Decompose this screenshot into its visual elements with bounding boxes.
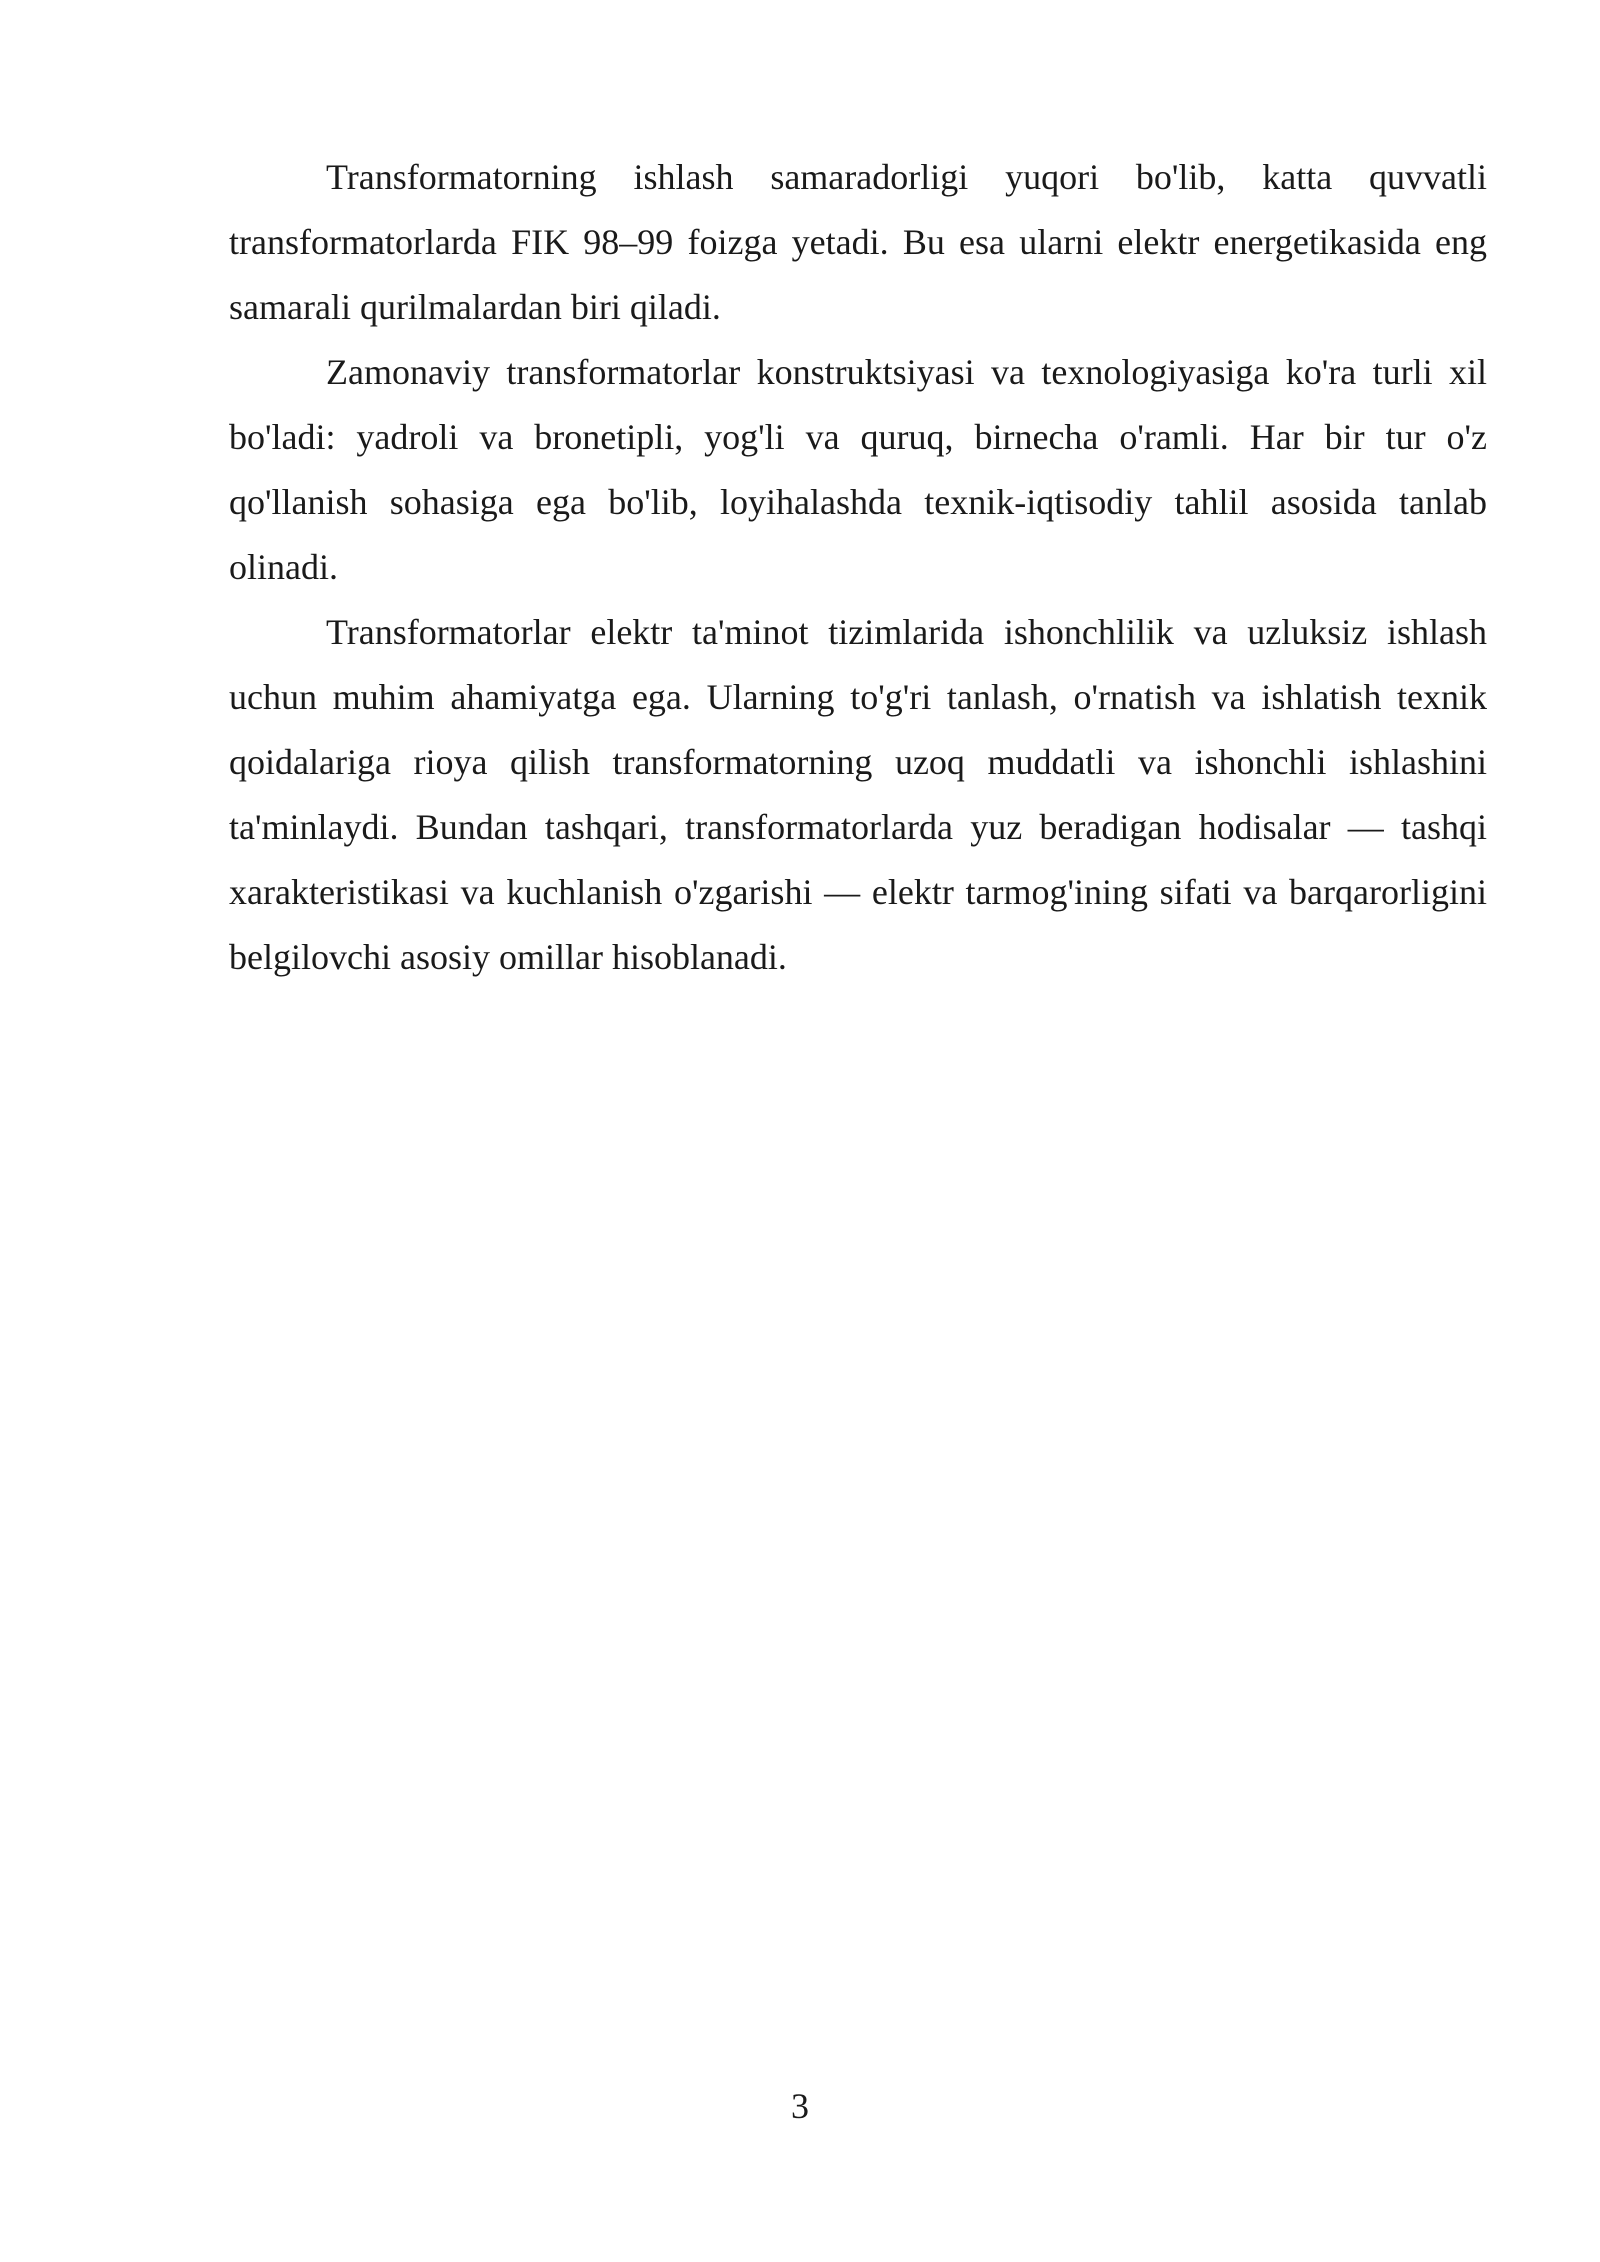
- paragraph-construction-types: Zamonaviy transformatorlar konstruktsiyasi va texnologiyasiga ko'ra turli xil bo'ladi: yadroli va bronetipli, yog'li va quruq, birnecha o'ramli. Har bir tur o'z qo'llanish sohasiga ega bo'lib, loyihalashda texnik-iqtisodiy tahlil asosida tanlab olinadi.: [229, 352, 1487, 587]
- page-number: 3: [791, 2086, 809, 2126]
- body-text: [229, 145, 1487, 990]
- paragraph-reliability: Transformatorlar elektr ta'minot tizimlarida ishonchlilik va uzluksiz ishlash uchun muhim ahamiyatga ega. Ularning to'g'ri tanlash, o'rnatish va ishlatish texnik qoidalariga rioya qilish transformatorning uzoq muddatli va ishonchli ishlashini ta'minlaydi. Bundan tashqari, transformatorlarda yuz beradigan hodisalar — tashqi xarakteristikasi va kuchlanish o'zgarishi — elektr tarmog'ining sifati va barqarorligini belgilovchi asosiy omillar hisoblanadi.: [229, 612, 1487, 977]
- paragraph-efficiency: Transformatorning ishlash samaradorligi yuqori bo'lib, katta quvvatli transformatorlarda FIK 98–99 foizga yetadi. Bu esa ularni elektr energetikasida eng samarali qurilmalardan biri qiladi.: [229, 157, 1487, 327]
